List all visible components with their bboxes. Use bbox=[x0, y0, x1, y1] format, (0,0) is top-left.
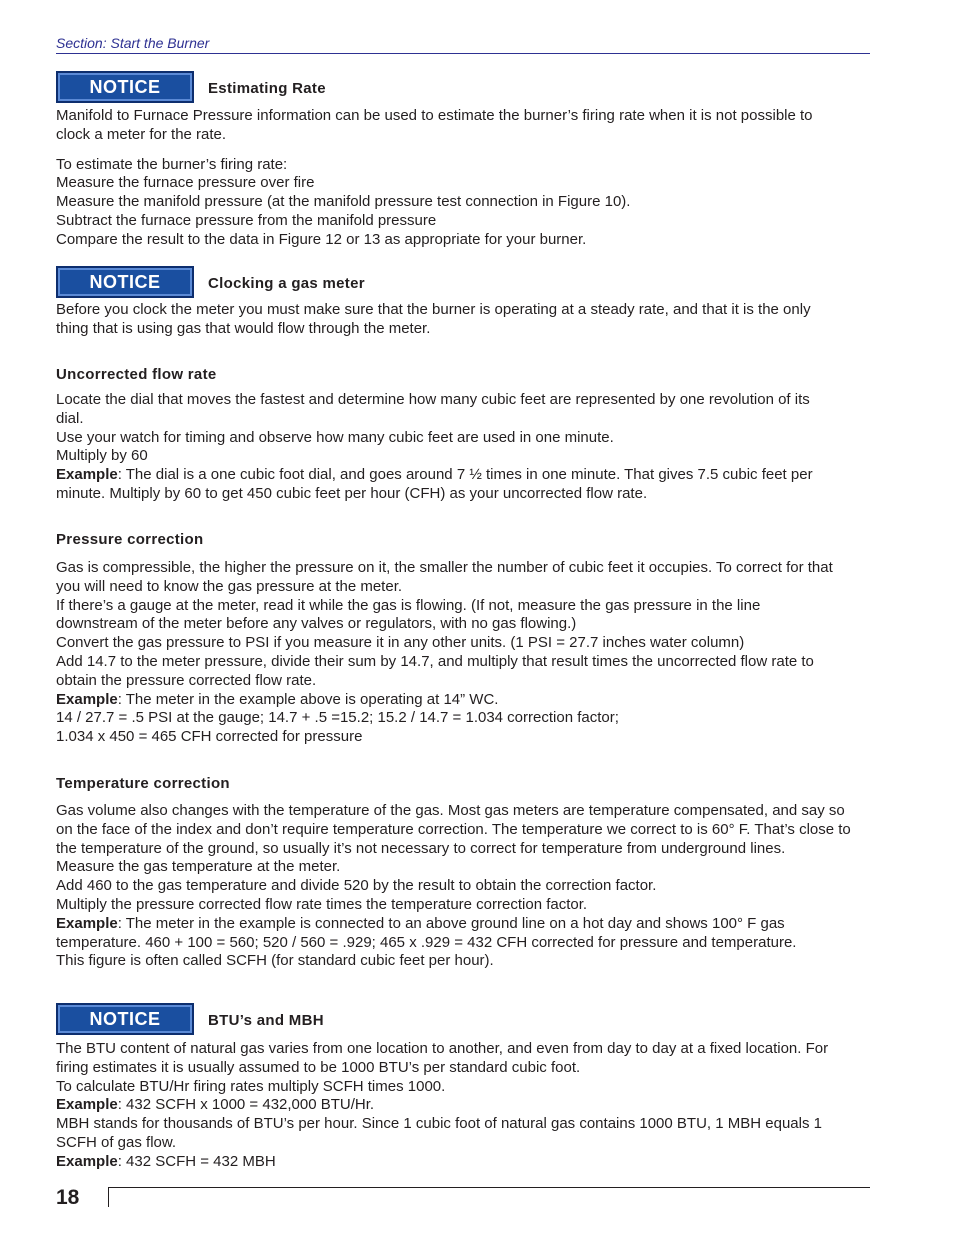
footer-divider-tick bbox=[108, 1187, 109, 1207]
example-text: This figure is often called SCFH (for standard cubic feet per hour). bbox=[56, 952, 494, 970]
steps-intro: To estimate the burner’s firing rate: bbox=[56, 155, 288, 173]
example-line bbox=[56, 1153, 876, 1172]
estimating-text bbox=[56, 107, 876, 250]
paragraph-line: The BTU content of natural gas varies from one location to another, and even from day to day at a fixed location. For bbox=[56, 1040, 829, 1057]
paragraph-line: firing estimates it is usually assumed to be 1000 BTU’s per standard cubic foot. bbox=[56, 1058, 581, 1076]
step-item: Measure the manifold pressure (at the manifold pressure test connection in Figure 10). bbox=[56, 193, 631, 211]
paragraph-line: Use your watch for timing and observe how many cubic feet are used in one minute. bbox=[56, 428, 614, 446]
example-line bbox=[56, 915, 876, 934]
uncorrected-text bbox=[56, 391, 876, 504]
step-item: Compare the result to the data in Figure 12 or 13 as appropriate for your burner. bbox=[56, 230, 587, 248]
paragraph-line: MBH stands for thousands of BTU’s per hour. Since 1 cubic foot of natural gas contains 1000 BTU, 1 MBH equals 1 bbox=[56, 1115, 822, 1133]
paragraph-line: thing that is using gas that would flow through the meter. bbox=[56, 319, 431, 337]
paragraph-line: the temperature of the ground, so usually it’s not necessary to correct for temperature from underground lines. bbox=[56, 839, 786, 857]
notice-title-clocking: Clocking a gas meter bbox=[208, 275, 365, 292]
example-text: minute. Multiply by 60 to get 450 cubic feet per hour (CFH) as your uncorrected flow rate. bbox=[56, 484, 648, 502]
paragraph-line: If there’s a gauge at the meter, read it while the gas is flowing. (If not, measure the gas pressure in the line bbox=[56, 596, 761, 614]
paragraph-line: Multiply by 60 bbox=[56, 447, 148, 465]
paragraph-line: Gas is compressible, the higher the pressure on it, the smaller the number of cubic feet it occupies. To correct for that bbox=[56, 559, 833, 576]
paragraph-line: Before you clock the meter you must make sure that the burner is operating at a steady rate, and that it is the only bbox=[56, 301, 811, 318]
example-text: 14 / 27.7 = .5 PSI at the gauge; 14.7 + .5 =15.2; 15.2 / 14.7 = 1.034 correction factor; bbox=[56, 709, 619, 727]
example-text: : The meter in the example above is operating at 14” WC. bbox=[117, 690, 499, 708]
notice-badge: NOTICE bbox=[56, 1003, 194, 1035]
example-text: 1.034 x 450 = 465 CFH corrected for pressure bbox=[56, 728, 363, 746]
example-label: Example bbox=[56, 1152, 118, 1170]
example-line bbox=[56, 1096, 876, 1115]
btu-text bbox=[56, 1040, 876, 1172]
clocking-text bbox=[56, 301, 876, 339]
paragraph-line: you will need to know the gas pressure at the meter. bbox=[56, 577, 403, 595]
example-text: : 432 SCFH = 432 MBH bbox=[117, 1152, 276, 1170]
page-number: 18 bbox=[56, 1186, 80, 1209]
section-header bbox=[56, 35, 870, 54]
paragraph-line: clock a meter for the rate. bbox=[56, 125, 227, 143]
heading-pressure-correction: Pressure correction bbox=[56, 531, 204, 548]
paragraph-line: Convert the gas pressure to PSI if you measure it in any other units. (1 PSI = 27.7 inches water column) bbox=[56, 634, 745, 652]
notice-title-estimating-rate: Estimating Rate bbox=[208, 80, 326, 97]
paragraph-line: downstream of the meter before any valves or regulators, with no gas flowing.) bbox=[56, 615, 577, 633]
section-title: Section: Start the Burner bbox=[56, 35, 210, 51]
paragraph-line: on the face of the index and don’t require temperature correction. The temperature we correct to is 60° F. That’s close to bbox=[56, 820, 851, 838]
example-text: : The meter in the example is connected to an above ground line on a hot day and shows 100° F gas bbox=[117, 914, 785, 932]
example-line bbox=[56, 466, 876, 485]
paragraph-line: SCFH of gas flow. bbox=[56, 1133, 177, 1151]
paragraph-line: Locate the dial that moves the fastest and determine how many cubic feet are represented by one revolution of its bbox=[56, 391, 810, 408]
pressure-text bbox=[56, 559, 876, 747]
paragraph-line: Gas volume also changes with the temperature of the gas. Most gas meters are temperature compensated, and say so bbox=[56, 802, 845, 819]
footer-rule bbox=[108, 1187, 870, 1188]
example-label: Example bbox=[56, 1096, 118, 1114]
example-label: Example bbox=[56, 914, 118, 932]
paragraph-line: Add 460 to the gas temperature and divide 520 by the result to obtain the correction factor. bbox=[56, 877, 657, 895]
paragraph-line: To calculate BTU/Hr firing rates multiply SCFH times 1000. bbox=[56, 1077, 446, 1095]
example-text: : The dial is a one cubic foot dial, and goes around 7 ½ times in one minute. That gives 7.5 cubic feet per bbox=[117, 466, 813, 484]
step-item: Subtract the furnace pressure from the manifold pressure bbox=[56, 211, 437, 229]
example-text: temperature. 460 + 100 = 560; 520 / 560 = .929; 465 x .929 = 432 CFH corrected for pressure and temperature. bbox=[56, 933, 797, 951]
example-label: Example bbox=[56, 690, 118, 708]
example-text: : 432 SCFH x 1000 = 432,000 BTU/Hr. bbox=[117, 1096, 375, 1114]
paragraph-line: Add 14.7 to the meter pressure, divide their sum by 14.7, and multiply that result times the uncorrected flow rate to bbox=[56, 652, 814, 670]
temperature-text bbox=[56, 802, 876, 971]
paragraph-line: Manifold to Furnace Pressure information can be used to estimate the burner’s firing rate when it is not possible to bbox=[56, 107, 813, 124]
notice-badge: NOTICE bbox=[56, 266, 194, 298]
step-item: Measure the furnace pressure over fire bbox=[56, 174, 315, 192]
paragraph-line: obtain the pressure corrected flow rate. bbox=[56, 671, 317, 689]
example-label: Example bbox=[56, 466, 118, 484]
heading-temperature-correction: Temperature correction bbox=[56, 775, 230, 792]
heading-uncorrected-flow: Uncorrected flow rate bbox=[56, 366, 217, 383]
paragraph-line: Multiply the pressure corrected flow rate times the temperature correction factor. bbox=[56, 895, 588, 913]
paragraph-line: dial. bbox=[56, 409, 84, 427]
example-line bbox=[56, 691, 876, 710]
paragraph-line: Measure the gas temperature at the meter. bbox=[56, 858, 341, 876]
notice-title-btu: BTU’s and MBH bbox=[208, 1012, 324, 1029]
notice-badge: NOTICE bbox=[56, 71, 194, 103]
